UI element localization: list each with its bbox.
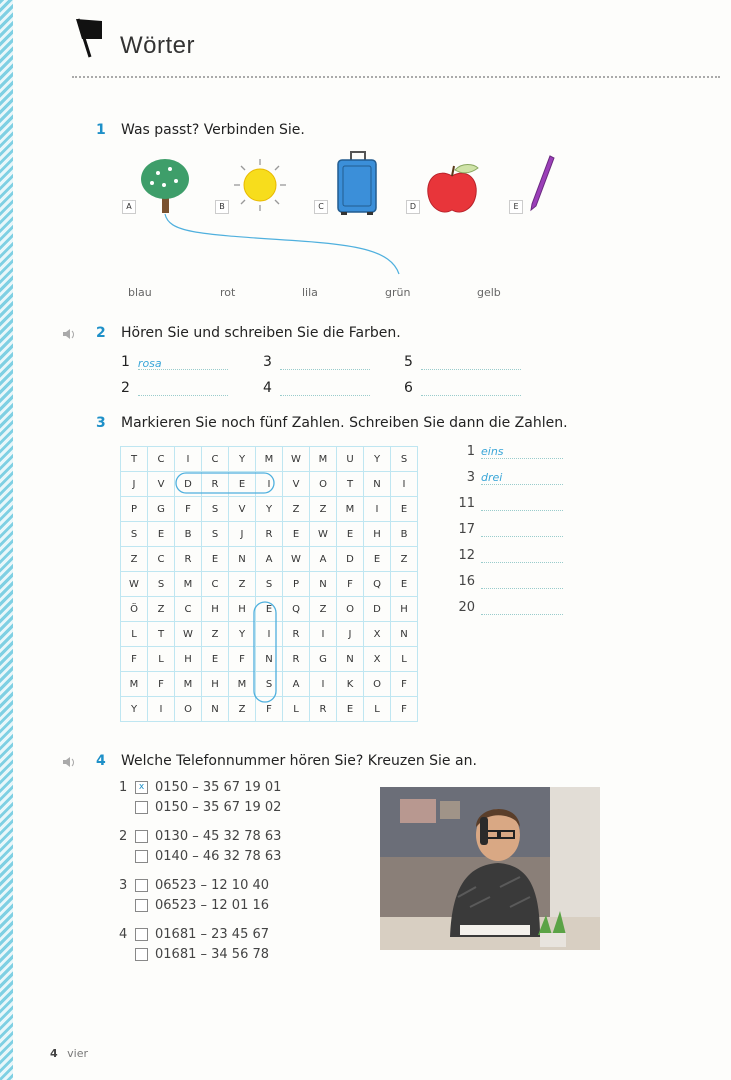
grid-cell[interactable]: M [175,672,202,697]
grid-cell[interactable]: R [283,622,310,647]
grid-cell[interactable]: L [148,647,175,672]
grid-cell[interactable]: N [337,647,364,672]
word-search-grid [120,446,418,722]
sun-icon [232,157,288,213]
grid-cell[interactable]: I [256,472,283,497]
grid-cell[interactable]: Z [283,497,310,522]
flag-icon [72,15,108,59]
grid-cell[interactable]: Y [256,497,283,522]
ex2-answer-field-4[interactable] [280,381,370,396]
color-word-gelb: gelb [477,286,501,299]
letter-a: A [122,200,136,214]
page-footer [50,1047,88,1060]
grid-row [121,597,418,622]
grid-cell[interactable]: F [337,572,364,597]
ex2-answer-field-2[interactable] [138,381,228,396]
grid-cell[interactable]: L [283,697,310,722]
grid-cell[interactable]: I [310,622,337,647]
ex3-answer-field-11[interactable] [481,496,563,511]
grid-cell[interactable]: F [256,697,283,722]
letter-e: E [509,200,523,214]
grid-cell[interactable]: M [337,497,364,522]
grid-cell[interactable]: R [202,472,229,497]
connecting-line [155,210,415,280]
grid-cell[interactable]: E [337,697,364,722]
grid-cell[interactable]: T [148,622,175,647]
grid-cell[interactable]: H [202,597,229,622]
ex3-answer-12: 12 [455,548,575,574]
grid-cell[interactable]: E [229,472,256,497]
woman-on-phone-photo [380,787,600,950]
grid-cell[interactable]: H [229,597,256,622]
grid-cell[interactable]: F [121,647,148,672]
ex3-answer-16: 16 [455,574,575,600]
grid-cell[interactable]: N [310,572,337,597]
grid-cell[interactable]: Z [391,547,418,572]
grid-cell[interactable]: L [364,697,391,722]
grid-cell[interactable]: Z [229,697,256,722]
page-number-word: vier [67,1047,89,1060]
grid-cell[interactable]: H [364,522,391,547]
grid-cell[interactable]: Z [229,572,256,597]
exercise-2-instruction: Hören Sie und schreiben Sie die Farben. [121,325,401,341]
grid-cell[interactable]: M [175,572,202,597]
grid-row [121,522,418,547]
apple-icon [424,162,482,216]
color-word-gruen: grün [385,286,411,299]
grid-row [121,622,418,647]
grid-cell[interactable]: R [283,647,310,672]
grid-cell[interactable]: D [337,547,364,572]
exercise-3-number: 3 [96,415,106,431]
grid-cell[interactable]: M [121,672,148,697]
grid-cell[interactable]: Y [121,697,148,722]
grid-row [121,447,418,472]
grid-cell[interactable]: P [121,497,148,522]
ex3-answer-field-1[interactable]: eins [481,444,563,459]
tree-icon [138,155,192,215]
grid-cell[interactable]: L [391,647,418,672]
grid-cell[interactable]: M [310,447,337,472]
grid-cell[interactable]: W [310,522,337,547]
grid-cell[interactable]: I [391,472,418,497]
grid-cell[interactable]: V [229,497,256,522]
phone-group-4: 4 01681 – 23 45 67 01681 – 34 56 78 [119,927,270,962]
grid-cell[interactable]: M [256,447,283,472]
grid-cell[interactable]: G [148,497,175,522]
phone-number-options [119,780,359,976]
grid-cell[interactable]: R [175,547,202,572]
ex2-answer-field-1[interactable]: rosa [138,355,228,370]
grid-cell[interactable]: E [391,497,418,522]
grid-cell[interactable]: O [310,472,337,497]
grid-cell[interactable]: I [148,697,175,722]
grid-cell[interactable]: E [283,522,310,547]
grid-cell[interactable]: M [229,672,256,697]
grid-cell[interactable]: V [148,472,175,497]
grid-cell[interactable]: I [175,447,202,472]
grid-cell[interactable]: X [364,647,391,672]
ex2-item-2: 2 [121,380,228,396]
grid-cell[interactable]: Y [364,447,391,472]
grid-cell[interactable]: S [391,447,418,472]
grid-cell[interactable]: O [175,697,202,722]
ex2-item-5: 5 [404,354,521,370]
grid-cell[interactable]: P [283,572,310,597]
phone-group-2: 2 0130 – 45 32 78 63 0140 – 46 32 78 63 [119,829,282,864]
ex2-item-3: 3 [263,354,370,370]
exercise-4-instruction: Welche Telefonnummer hören Sie? Kreuzen Sie an. [121,753,477,769]
grid-cell[interactable]: C [202,572,229,597]
grid-cell[interactable]: O [364,672,391,697]
checkbox[interactable] [135,928,148,941]
grid-cell[interactable]: R [310,697,337,722]
grid-cell[interactable]: Ö [121,597,148,622]
ex2-answer-field-3[interactable] [280,355,370,370]
grid-cell[interactable]: F [175,497,202,522]
grid-row [121,672,418,697]
grid-cell[interactable]: H [391,597,418,622]
grid-cell[interactable]: D [364,597,391,622]
audio-icon[interactable] [62,326,76,344]
checkbox[interactable] [135,830,148,843]
grid-cell[interactable]: S [202,497,229,522]
grid-cell[interactable]: Z [202,622,229,647]
ex3-answer-field-3[interactable]: drei [481,470,563,485]
grid-cell[interactable]: E [202,647,229,672]
grid-cell[interactable]: J [121,472,148,497]
grid-cell[interactable]: W [121,572,148,597]
letter-b: B [215,200,229,214]
ex3-answer-field-12[interactable] [481,548,563,563]
grid-row [121,547,418,572]
grid-cell[interactable]: Z [310,597,337,622]
checkbox[interactable]: x [135,781,148,794]
exercise-1-instruction: Was passt? Verbinden Sie. [121,122,305,138]
grid-cell[interactable]: E [337,522,364,547]
grid-cell[interactable]: S [202,522,229,547]
exercise-2-number: 2 [96,325,106,341]
grid-cell[interactable]: C [148,447,175,472]
ex3-answer-field-17[interactable] [481,522,563,537]
grid-cell[interactable]: R [256,522,283,547]
grid-cell[interactable]: S [121,522,148,547]
ex2-item-6: 6 [404,380,521,396]
grid-cell[interactable]: W [283,447,310,472]
grid-cell[interactable]: Z [148,597,175,622]
letter-d: D [406,200,420,214]
grid-cell[interactable]: F [229,647,256,672]
exercise-1-number: 1 [96,122,106,138]
grid-cell[interactable]: N [229,547,256,572]
grid-cell[interactable]: B [391,522,418,547]
grid-cell[interactable]: E [148,522,175,547]
grid-row [121,647,418,672]
pen-icon [526,154,556,212]
grid-cell[interactable]: N [202,697,229,722]
grid-cell[interactable]: J [229,522,256,547]
ex3-answer-1: 1 eins [455,444,575,470]
checkbox[interactable] [135,899,148,912]
grid-cell[interactable]: N [256,647,283,672]
color-word-rot: rot [220,286,236,299]
grid-cell[interactable]: F [148,672,175,697]
grid-row [121,572,418,597]
grid-cell[interactable]: C [175,597,202,622]
ex3-answer-field-20[interactable] [481,600,563,615]
grid-row [121,472,418,497]
page-title: Wörter [120,32,195,59]
grid-cell[interactable]: L [121,622,148,647]
grid-cell[interactable]: E [202,547,229,572]
grid-cell[interactable]: F [391,697,418,722]
ex3-answer-17: 17 [455,522,575,548]
decorative-stripe [0,0,13,1080]
grid-cell[interactable]: N [391,622,418,647]
ex2-item-1: 1 rosa [121,354,228,370]
checkbox[interactable] [135,948,148,961]
grid-cell[interactable]: S [256,672,283,697]
grid-cell[interactable]: H [202,672,229,697]
grid-cell[interactable]: E [256,597,283,622]
title-divider [72,76,720,78]
suitcase-icon [334,150,380,216]
grid-cell[interactable]: B [175,522,202,547]
grid-cell[interactable]: C [148,547,175,572]
audio-icon[interactable] [62,754,76,772]
grid-cell[interactable]: I [364,497,391,522]
ex3-answer-list [455,444,575,626]
exercise-3-instruction: Markieren Sie noch fünf Zahlen. Schreiben Sie dann die Zahlen. [121,415,568,431]
ex3-answer-field-16[interactable] [481,574,563,589]
ex2-answer-field-6[interactable] [421,381,521,396]
grid-cell[interactable]: S [148,572,175,597]
grid-cell[interactable]: H [175,647,202,672]
grid-cell[interactable]: X [364,622,391,647]
grid-cell[interactable]: K [337,672,364,697]
grid-cell[interactable]: Q [283,597,310,622]
grid-row [121,497,418,522]
grid-cell[interactable]: W [283,547,310,572]
grid-cell[interactable]: S [256,572,283,597]
phone-group-3: 3 06523 – 12 10 40 06523 – 12 01 16 [119,878,270,913]
grid-cell[interactable]: I [256,622,283,647]
grid-cell[interactable]: I [310,672,337,697]
grid-cell[interactable]: G [310,647,337,672]
grid-cell[interactable]: Z [310,497,337,522]
grid-cell[interactable]: E [364,547,391,572]
ex3-answer-20: 20 [455,600,575,626]
grid-row [121,697,418,722]
letter-c: C [314,200,328,214]
ex3-answer-3: 3 drei [455,470,575,496]
grid-cell[interactable]: D [175,472,202,497]
ex2-item-4: 4 [263,380,370,396]
grid-cell[interactable]: U [337,447,364,472]
grid-cell[interactable]: F [391,672,418,697]
grid-cell[interactable]: V [283,472,310,497]
grid-cell[interactable]: T [121,447,148,472]
grid-cell[interactable]: A [256,547,283,572]
color-word-lila: lila [302,286,318,299]
checkbox[interactable] [135,879,148,892]
grid-cell[interactable]: A [283,672,310,697]
color-word-blau: blau [128,286,152,299]
phone-group-1: 1 x 0150 – 35 67 19 01 0150 – 35 67 19 02 [119,780,282,815]
grid-cell[interactable]: A [310,547,337,572]
grid-cell[interactable]: Y [229,622,256,647]
exercise-4-number: 4 [96,753,106,769]
grid-cell[interactable]: Q [364,572,391,597]
grid-cell[interactable]: E [391,572,418,597]
grid-cell[interactable]: C [202,447,229,472]
grid-cell[interactable]: W [175,622,202,647]
grid-cell[interactable]: N [364,472,391,497]
checkbox[interactable] [135,850,148,863]
ex3-answer-11: 11 [455,496,575,522]
grid-cell[interactable]: O [337,597,364,622]
grid-cell[interactable]: T [337,472,364,497]
ex2-answer-field-5[interactable] [421,355,521,370]
grid-cell[interactable]: J [337,622,364,647]
grid-cell[interactable]: Y [229,447,256,472]
checkbox[interactable] [135,801,148,814]
grid-cell[interactable]: Z [121,547,148,572]
page-number: 4 [50,1047,58,1060]
